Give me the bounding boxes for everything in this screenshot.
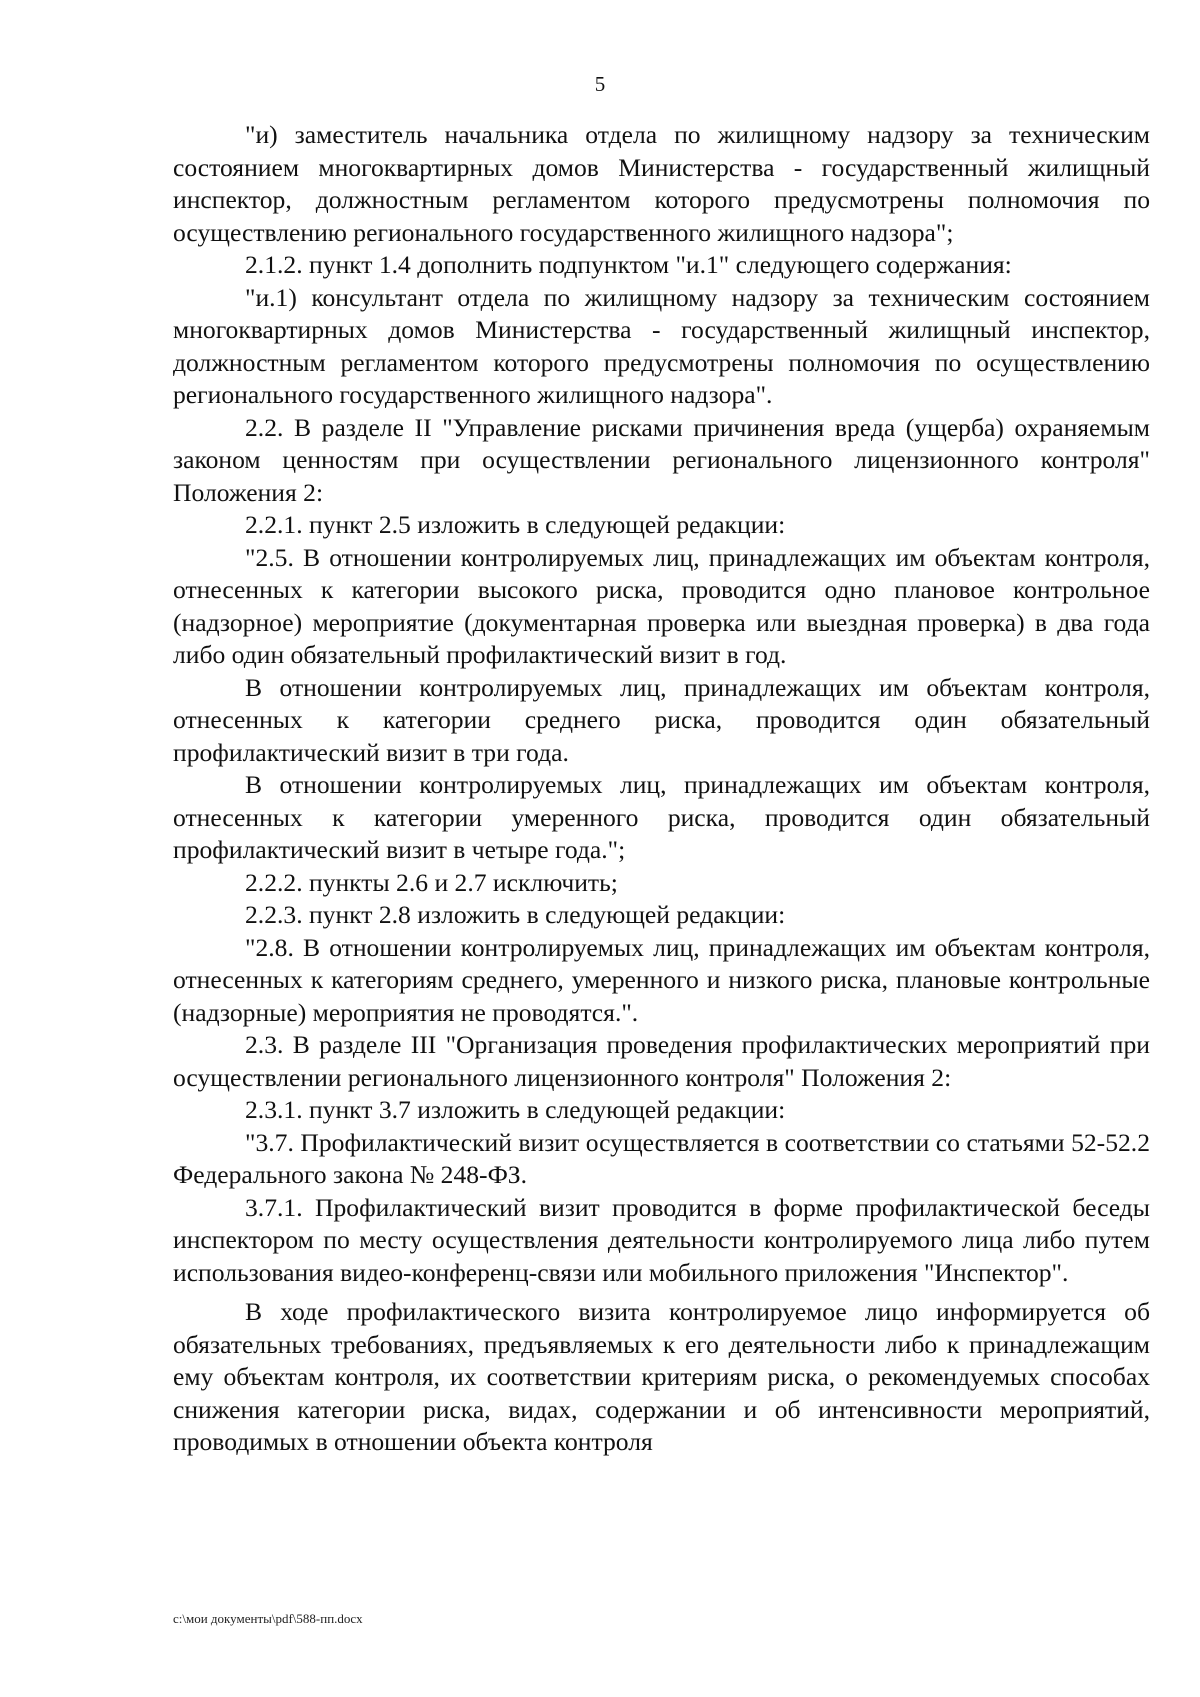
paragraph-2-2: 2.2. В разделе II "Управление рисками причинения вреда (ущерба) охраняемым законом ценностям при осуществлении регионального лицензионного контроля" Положения 2: [173, 412, 1150, 507]
page-number: 5 [594, 72, 606, 96]
paragraph-2-2-1: 2.2.1. пункт 2.5 изложить в следующей редакции: [245, 510, 786, 539]
paragraph-medium-risk: В отношении контролируемых лиц, принадлежащих им объектам контроля, отнесенных к категории среднего риска, проводится один обязательный профилактический визит в три года. [173, 672, 1150, 767]
paragraph-item-i1: "и.1) консультант отдела по жилищному надзору за техническим состоянием многоквартирных домов Министерства - государственный жилищный инспектор, должностным регламентом которого предусмотрены полномочия по осуществлению регионального государственного жилищного надзора". [173, 282, 1150, 409]
paragraph-3-7: "3.7. Профилактический визит осуществляется в соответствии со статьями 52-52.2 Федерального закона № 248-ФЗ. [173, 1127, 1150, 1189]
paragraph-2-3-1: 2.3.1. пункт 3.7 изложить в следующей редакции: [245, 1095, 786, 1124]
paragraph-2-8: "2.8. В отношении контролируемых лиц, принадлежащих им объектам контроля, отнесенных к категориям среднего, умеренного и низкого риска, плановые контрольные (надзорные) мероприятия не проводятся.". [173, 932, 1150, 1027]
paragraph-item-i: "и) заместитель начальника отдела по жилищному надзору за техническим состоянием многоквартирных домов Министерства - государственный жилищный инспектор, должностным регламентом которого предусмотрены полномочия по осуществлению регионального государственного жилищного надзора"; [173, 120, 1150, 247]
paragraph-moderate-risk: В отношении контролируемых лиц, принадлежащих им объектам контроля, отнесенных к категории умеренного риска, проводится один обязательный профилактический визит в четыре года."; [173, 770, 1150, 864]
paragraph-2-5: "2.5. В отношении контролируемых лиц, принадлежащих им объектам контроля, отнесенных к категории высокого риска, проводится одно плановое контрольное (надзорное) мероприятие (документарная проверка или выездная проверка) в два года либо один обязательный профилактический визит в год. [173, 542, 1150, 669]
paragraph-2-3: 2.3. В разделе III "Организация проведения профилактических мероприятий при осуществлении регионального лицензионного контроля" Положения 2: [173, 1030, 1150, 1092]
paragraph-2-2-2: 2.2.2. пункты 2.6 и 2.7 исключить; [245, 867, 618, 897]
paragraph-2-2-3: 2.2.3. пункт 2.8 изложить в следующей редакции: [245, 900, 786, 929]
paragraph-2-1-2: 2.1.2. пункт 1.4 дополнить подпунктом "и.1" следующего содержания: [245, 250, 1012, 279]
paragraph-visit-info: В ходе профилактического визита контролируемое лицо информируется об обязательных требованиях, предъявляемых к его деятельности либо к принадлежащим ему объектам контроля, их соответствии критериям риска, о рекомендуемых способах снижения категории риска, видах, содержании и об интенсивности мероприятий, проводимых в отношении объекта контроля [173, 1297, 1150, 1456]
paragraph-3-7-1: 3.7.1. Профилактический визит проводится в форме профилактической беседы инспектором по месту осуществления деятельности контролируемого лица либо путем использования видео-конференц-связи или мобильного приложения "Инспектор". [173, 1192, 1150, 1287]
footer-file-path: c:\мои документы\pdf\588-пп.docx [173, 1611, 363, 1626]
document-body [173, 119, 1150, 1459]
